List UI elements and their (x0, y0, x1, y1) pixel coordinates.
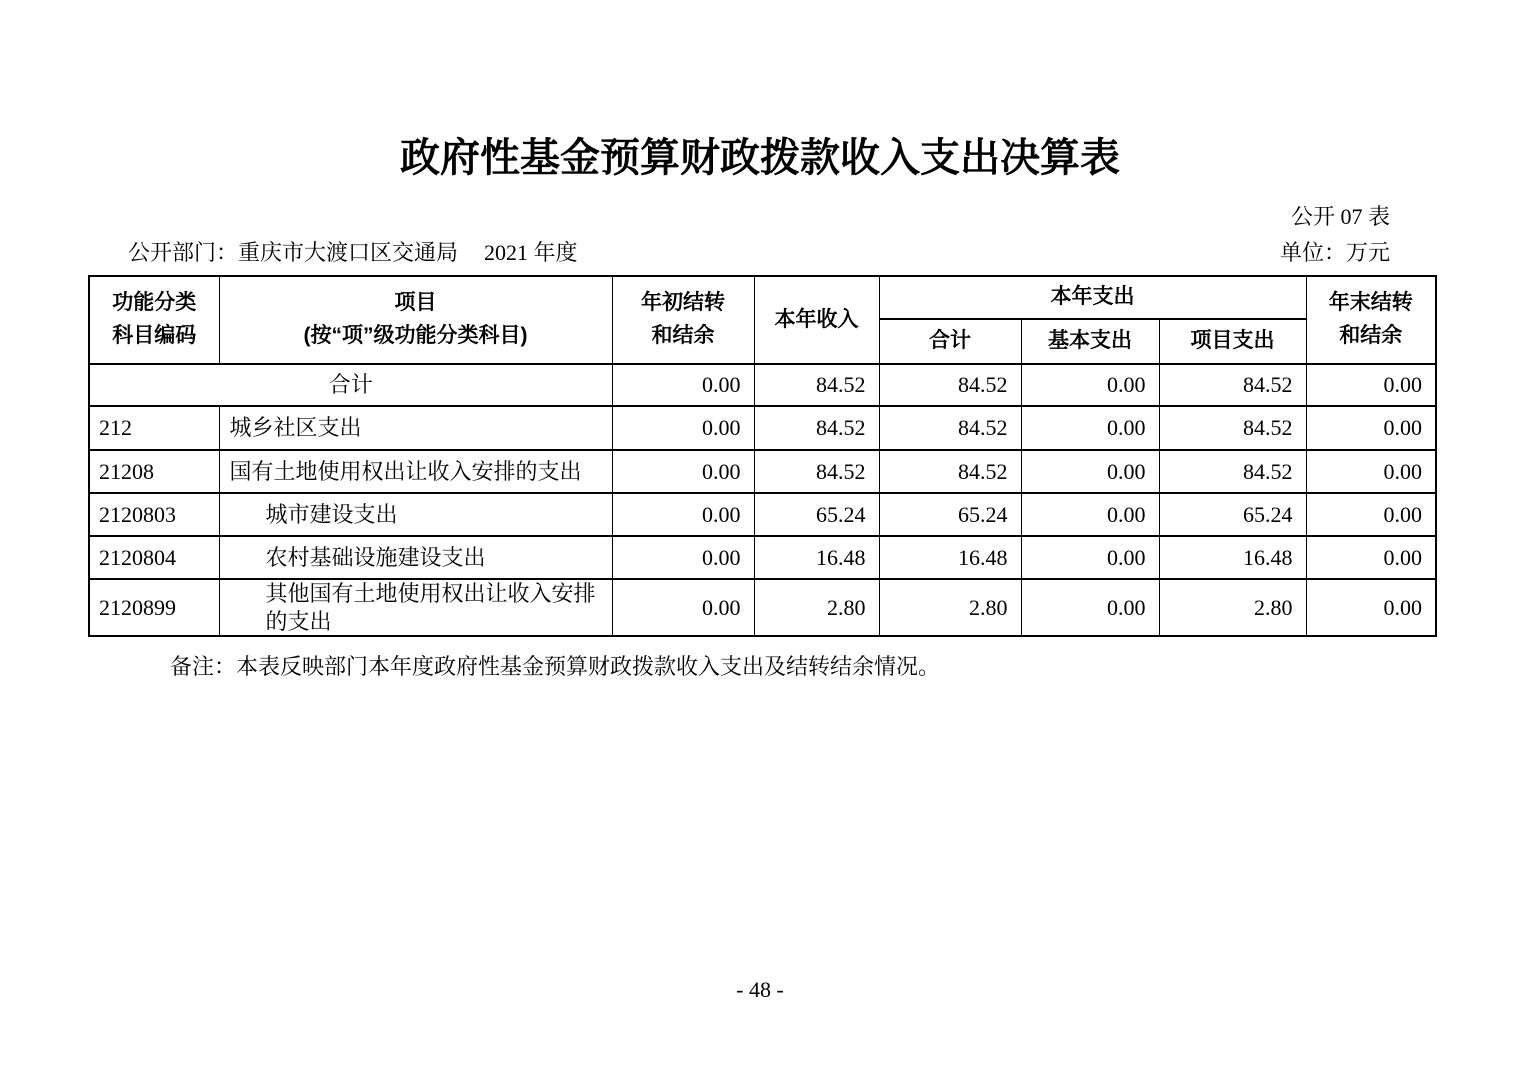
cell-begin-balance: 0.00 (612, 406, 754, 450)
table-row (89, 493, 1436, 536)
cell-begin-balance: 0.00 (612, 364, 754, 406)
cell-exp-project: 84.52 (1159, 450, 1306, 493)
cell-code: 212 (89, 406, 219, 450)
cell-exp-total: 84.52 (879, 450, 1021, 493)
cell-end-balance: 0.00 (1306, 536, 1436, 579)
header-income: 本年收入 (754, 276, 879, 364)
cell-exp-basic: 0.00 (1021, 406, 1159, 450)
cell-end-balance: 0.00 (1306, 364, 1436, 406)
table-row (89, 579, 1436, 636)
cell-code: 2120803 (89, 493, 219, 536)
cell-income: 65.24 (754, 493, 879, 536)
cell-exp-project: 84.52 (1159, 364, 1306, 406)
header-begin-balance: 年初结转 和结余 (612, 276, 754, 364)
year-label: 2021 年度 (484, 240, 578, 265)
cell-begin-balance: 0.00 (612, 493, 754, 536)
cell-exp-total: 84.52 (879, 406, 1021, 450)
cell-exp-basic: 0.00 (1021, 493, 1159, 536)
cell-item: 合计 (89, 364, 612, 406)
cell-exp-basic: 0.00 (1021, 450, 1159, 493)
unit-label: 单位：万元 (1279, 240, 1390, 265)
cell-exp-basic: 0.00 (1021, 364, 1159, 406)
cell-exp-project: 84.52 (1159, 406, 1306, 450)
cell-item: 国有土地使用权出让收入安排的支出 (219, 450, 612, 493)
cell-exp-basic: 0.00 (1021, 536, 1159, 579)
page-title: 政府性基金预算财政拨款收入支出决算表 (400, 136, 1120, 180)
header-row-top (89, 276, 1436, 319)
cell-end-balance: 0.00 (1306, 406, 1436, 450)
cell-income: 2.80 (754, 579, 879, 636)
cell-end-balance: 0.00 (1306, 493, 1436, 536)
page-number: - 48 - (736, 977, 784, 1002)
cell-income: 16.48 (754, 536, 879, 579)
note-text: 备注：本表反映部门本年度政府性基金预算财政拨款收入支出及结转结余情况。 (170, 654, 941, 679)
cell-income: 84.52 (754, 450, 879, 493)
cell-exp-total: 16.48 (879, 536, 1021, 579)
header-exp-project: 项目支出 (1159, 319, 1306, 364)
header-item: 项目 (按“项”级功能分类科目) (219, 276, 612, 364)
header-code: 功能分类 科目编码 (89, 276, 219, 364)
header-exp-total: 合计 (879, 319, 1021, 364)
table-row (89, 536, 1436, 579)
cell-exp-total: 84.52 (879, 364, 1021, 406)
cell-begin-balance: 0.00 (612, 450, 754, 493)
cell-code: 2120804 (89, 536, 219, 579)
cell-exp-project: 2.80 (1159, 579, 1306, 636)
cell-income: 84.52 (754, 406, 879, 450)
cell-item: 农村基础设施建设支出 (219, 536, 612, 579)
table-row-total (89, 364, 1436, 406)
cell-begin-balance: 0.00 (612, 536, 754, 579)
header-expenditure: 本年支出 (879, 276, 1306, 319)
table-code-label: 公开 07 表 (1290, 204, 1390, 229)
cell-end-balance: 0.00 (1306, 579, 1436, 636)
cell-exp-project: 16.48 (1159, 536, 1306, 579)
table-row (89, 450, 1436, 493)
cell-end-balance: 0.00 (1306, 450, 1436, 493)
header-end-balance: 年末结转 和结余 (1306, 276, 1436, 364)
cell-exp-basic: 0.00 (1021, 579, 1159, 636)
header-exp-basic: 基本支出 (1021, 319, 1159, 364)
cell-code: 21208 (89, 450, 219, 493)
department-label: 公开部门：重庆市大渡口区交通局 (128, 240, 459, 265)
cell-item: 城乡社区支出 (219, 406, 612, 450)
cell-item: 其他国有土地使用权出让收入安排的支出 (219, 579, 612, 636)
cell-code: 2120899 (89, 579, 219, 636)
cell-exp-total: 65.24 (879, 493, 1021, 536)
cell-income: 84.52 (754, 364, 879, 406)
cell-item: 城市建设支出 (219, 493, 612, 536)
fund-budget-table (88, 275, 1437, 637)
cell-exp-total: 2.80 (879, 579, 1021, 636)
cell-begin-balance: 0.00 (612, 579, 754, 636)
table-row (89, 406, 1436, 450)
cell-exp-project: 65.24 (1159, 493, 1306, 536)
department-line (128, 236, 578, 267)
